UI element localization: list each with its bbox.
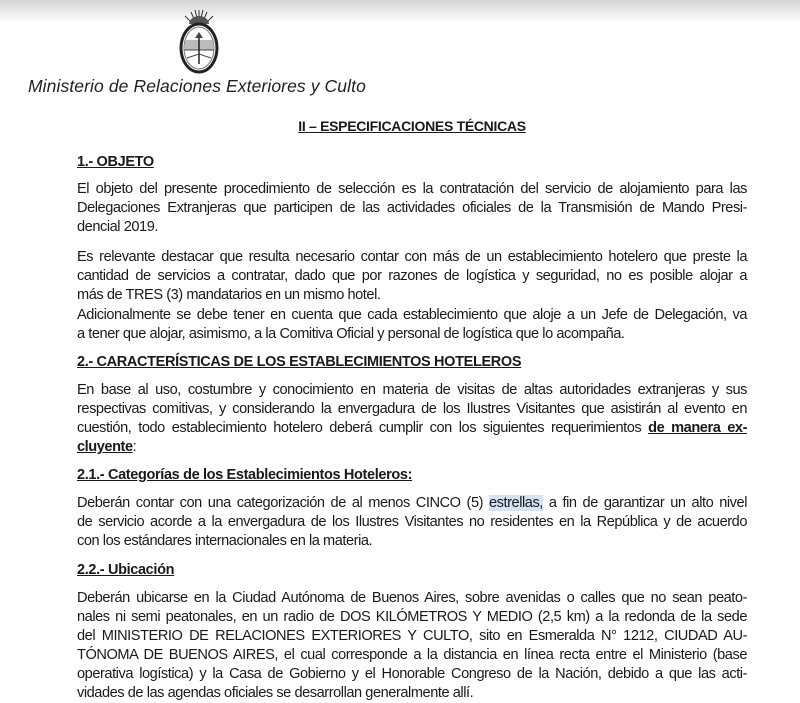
section-heading-ubicacion: 2.2.- Ubicación	[77, 562, 175, 578]
text-line: respectivas comitivas, y considerando la envergadura de los Ilustres Visitantes que asistirán al evento en	[77, 401, 747, 417]
text-line: cantidad de servicios a contratar, dado que por razones de logística y seguridad, no es posible alojar a	[77, 268, 747, 284]
text-line: Es relevante destacar que resulta necesario contar con más de un establecimiento hotelero que preste la	[77, 249, 747, 265]
text-line: Adicionalmente se debe tener en cuenta que cada establecimiento que aloje a un Jefe de Delegación, va	[77, 307, 747, 323]
emphasis-text: cluyente	[77, 439, 133, 455]
text-line: El objeto del presente procedimiento de selección es la contratación del servicio de alojamiento para las	[77, 181, 747, 197]
emphasis-text: de manera ex-	[648, 420, 747, 436]
selected-text[interactable]: estrellas,	[489, 495, 543, 511]
section-heading-objeto: 1.- OBJETO	[77, 154, 154, 170]
text-line: vidades de las agendas oficiales se desarrollan generalmente allí.	[77, 685, 474, 701]
section-heading-categorias: 2.1.- Categorías de los Establecimientos Hoteleros:	[77, 467, 413, 483]
text-line: Delegaciones Extranjeras que participen de las actividades oficiales de la Transmisión de Mando Presi-	[77, 200, 747, 216]
text-line: TÓNOMA DE BUENOS AIRES, el cual corresponde a la distancia en línea recta entre el Ministerio (base	[77, 647, 747, 663]
text-run: :	[132, 439, 137, 455]
paragraph-caracteristicas	[77, 381, 747, 457]
page-title: II – ESPECIFICACIONES TÉCNICAS	[298, 118, 526, 134]
text-line: En base al uso, costumbre y conocimiento en materia de visitas de altas autoridades extranjeras y sus	[77, 382, 747, 398]
coat-of-arms-icon	[173, 8, 225, 76]
section-heading-caracteristicas: 2.- CARACTERÍSTICAS DE LOS ESTABLECIMIENTOS HOTELEROS	[77, 354, 522, 370]
text-line: Deberán ubicarse en la Ciudad Autónoma de Buenos Aires, sobre avenidas o calles que no sean peato-	[77, 590, 747, 606]
text-line	[77, 419, 747, 438]
paragraph-objeto-3	[77, 306, 747, 344]
text-line	[77, 494, 747, 513]
text-line: más de TRES (3) mandatarios en un mismo hotel.	[77, 287, 381, 303]
text-run: Deberán contar con una categorización de al menos CINCO (5)	[77, 495, 489, 511]
ministry-name: Ministerio de Relaciones Exteriores y Culto	[28, 76, 366, 96]
paragraph-ubicacion	[77, 589, 747, 703]
paragraph-objeto-1	[77, 180, 747, 237]
text-run: a fin de garantizar un alto nivel	[542, 495, 747, 511]
text-run: cuestión, todo establecimiento hotelero deberá cumplir con los siguientes requerimientos	[77, 420, 649, 436]
text-line: operativa logística) y la Casa de Gobierno y el Honorable Congreso de la Nación, debido a que las acti-	[77, 666, 747, 682]
paragraph-objeto-2	[77, 248, 747, 305]
text-line: del MINISTERIO DE RELACIONES EXTERIORES Y CULTO, sito en Esmeralda N° 1212, CIUDAD AU-	[77, 628, 747, 644]
top-shadow	[0, 0, 800, 22]
text-line: con los estándares internacionales en la materia.	[77, 533, 373, 549]
text-line: de servicio acorde a la envergadura de los Ilustres Visitantes no residentes en la República y de acuerdo	[77, 514, 747, 530]
paragraph-categorias	[77, 494, 747, 551]
text-line: nales ni semi peatonales, en un radio de DOS KILÓMETROS Y MEDIO (2,5 km) a la redonda de la sede	[77, 609, 747, 625]
text-line: dencial 2019.	[77, 219, 158, 235]
text-line: a tener que alojar, asimismo, a la Comitiva Oficial y personal de logística que lo acompaña.	[77, 326, 625, 342]
text-line	[77, 438, 747, 457]
